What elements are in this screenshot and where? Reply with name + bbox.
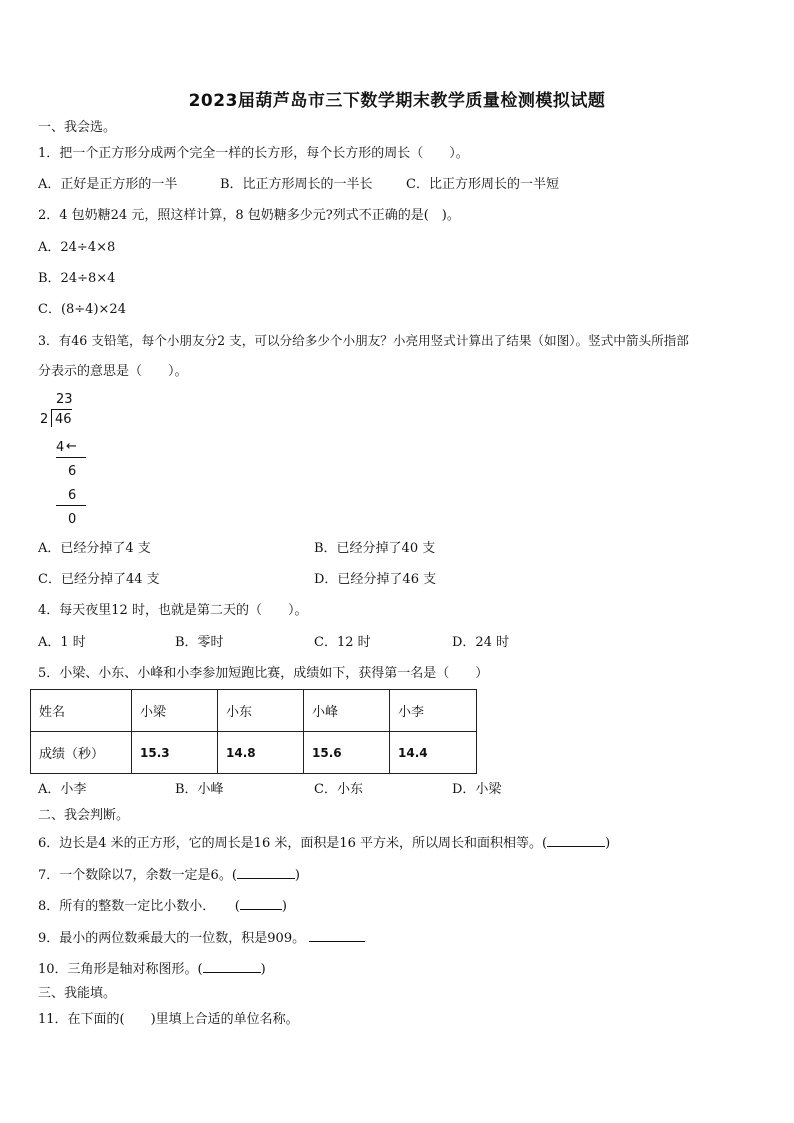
question-3-line-1: 3．有46 支铅笔，每个小朋友分2 支，可以分给多少个小朋友？小亮用竖式计算出了结果（如图）。竖式中箭头所指部 bbox=[38, 333, 689, 348]
section-heading-fill: 三、我能填。 bbox=[38, 986, 117, 1001]
q3-option-c[interactable]: C．已经分掉了44 支 bbox=[38, 572, 160, 587]
score-table bbox=[30, 689, 477, 774]
question-7-end: ) bbox=[294, 868, 300, 883]
division-bracket bbox=[51, 409, 52, 427]
question-5: 5．小梁、小东、小峰和小李参加短跑比赛，成绩如下，获得第一名是（ ） bbox=[38, 666, 489, 681]
question-6-end: ) bbox=[605, 836, 611, 851]
table-header-row bbox=[31, 690, 477, 732]
division-step-2: 6 bbox=[68, 464, 77, 479]
answer-blank[interactable] bbox=[309, 928, 365, 942]
q2-option-a[interactable]: A．24÷4×8 bbox=[38, 240, 116, 255]
division-line-1 bbox=[56, 457, 86, 458]
question-1: 1．把一个正方形分成两个完全一样的长方形，每个长方形的周长（ ）。 bbox=[38, 146, 469, 161]
arrow-left-icon: ← bbox=[66, 439, 77, 454]
table-cell: 14.4 bbox=[390, 732, 477, 774]
question-3-line-2: 分表示的意思是（ ）。 bbox=[38, 364, 188, 379]
question-10 bbox=[38, 959, 266, 979]
division-dividend: 46 bbox=[55, 412, 72, 427]
division-step-3: 6 bbox=[68, 488, 77, 503]
question-6-text: 6．边长是4 米的正方形，它的周长是16 米，面积是16 平方米，所以周长和面积相等。( bbox=[38, 836, 548, 851]
question-2: 2．4 包奶糖24 元，照这样计算，8 包奶糖多少元?列式不正确的是( )。 bbox=[38, 208, 460, 223]
table-header-cell: 小峰 bbox=[304, 690, 390, 732]
answer-blank[interactable] bbox=[547, 833, 605, 847]
question-11: 11．在下面的( )里填上合适的单位名称。 bbox=[38, 1012, 299, 1027]
question-10-end: ) bbox=[260, 962, 266, 977]
question-6 bbox=[38, 833, 610, 853]
q2-option-b[interactable]: B．24÷8×4 bbox=[38, 271, 116, 286]
q2-option-c[interactable]: C．(8÷4)×24 bbox=[38, 302, 126, 317]
answer-blank[interactable] bbox=[203, 959, 261, 973]
q4-option-d[interactable]: D．24 时 bbox=[452, 635, 510, 650]
q5-option-c[interactable]: C．小东 bbox=[314, 782, 363, 797]
division-remainder: 0 bbox=[68, 512, 77, 527]
section-heading-choose: 一、我会选。 bbox=[38, 120, 117, 135]
q5-option-d[interactable]: D．小梁 bbox=[452, 782, 502, 797]
division-line-2 bbox=[56, 505, 86, 506]
q4-option-b[interactable]: B．零时 bbox=[175, 635, 224, 650]
table-cell: 15.3 bbox=[132, 732, 218, 774]
question-9 bbox=[38, 928, 365, 948]
q3-option-d[interactable]: D．已经分掉了46 支 bbox=[314, 572, 437, 587]
table-cell: 15.6 bbox=[304, 732, 390, 774]
long-division-figure bbox=[36, 392, 96, 532]
table-header-cell: 小梁 bbox=[132, 690, 218, 732]
question-8-text: 8．所有的整数一定比小数小． ( bbox=[38, 899, 240, 914]
answer-blank[interactable] bbox=[237, 865, 295, 879]
q1-option-c[interactable]: C．比正方形周长的一半短 bbox=[406, 177, 559, 192]
table-cell: 14.8 bbox=[218, 732, 304, 774]
q5-option-b[interactable]: B．小峰 bbox=[175, 782, 224, 797]
question-8-end: ) bbox=[281, 899, 287, 914]
table-header-cell: 小东 bbox=[218, 690, 304, 732]
q1-option-a[interactable]: A．正好是正方形的一半 bbox=[38, 177, 178, 192]
q4-option-c[interactable]: C．12 时 bbox=[314, 635, 371, 650]
q5-option-a[interactable]: A．小李 bbox=[38, 782, 87, 797]
question-10-text: 10．三角形是轴对称图形。( bbox=[38, 962, 203, 977]
question-7 bbox=[38, 865, 300, 885]
question-8 bbox=[38, 896, 287, 916]
division-top-line bbox=[52, 409, 72, 410]
division-divisor: 2 bbox=[40, 412, 49, 427]
question-9-text: 9．最小的两位数乘最大的一位数，积是909。 bbox=[38, 931, 306, 946]
table-header-cell: 姓名 bbox=[31, 690, 132, 732]
section-heading-judge: 二、我会判断。 bbox=[38, 808, 130, 823]
q1-option-b[interactable]: B．比正方形周长的一半长 bbox=[220, 177, 373, 192]
answer-blank[interactable] bbox=[240, 896, 282, 910]
q4-option-a[interactable]: A．1 时 bbox=[38, 635, 86, 650]
question-7-text: 7．一个数除以7，余数一定是6。( bbox=[38, 868, 237, 883]
table-header-cell: 小李 bbox=[390, 690, 477, 732]
page-title: 2023届葫芦岛市三下数学期末教学质量检测模拟试题 bbox=[188, 91, 606, 111]
division-step-1: 4 bbox=[56, 440, 65, 455]
q3-option-b[interactable]: B．已经分掉了40 支 bbox=[314, 541, 436, 556]
division-quotient: 23 bbox=[56, 392, 73, 407]
q3-option-a[interactable]: A．已经分掉了4 支 bbox=[38, 541, 151, 556]
question-4: 4．每天夜里12 时，也就是第二天的（ ）。 bbox=[38, 603, 308, 618]
table-row bbox=[31, 732, 477, 774]
table-row-label: 成绩（秒） bbox=[31, 732, 132, 774]
